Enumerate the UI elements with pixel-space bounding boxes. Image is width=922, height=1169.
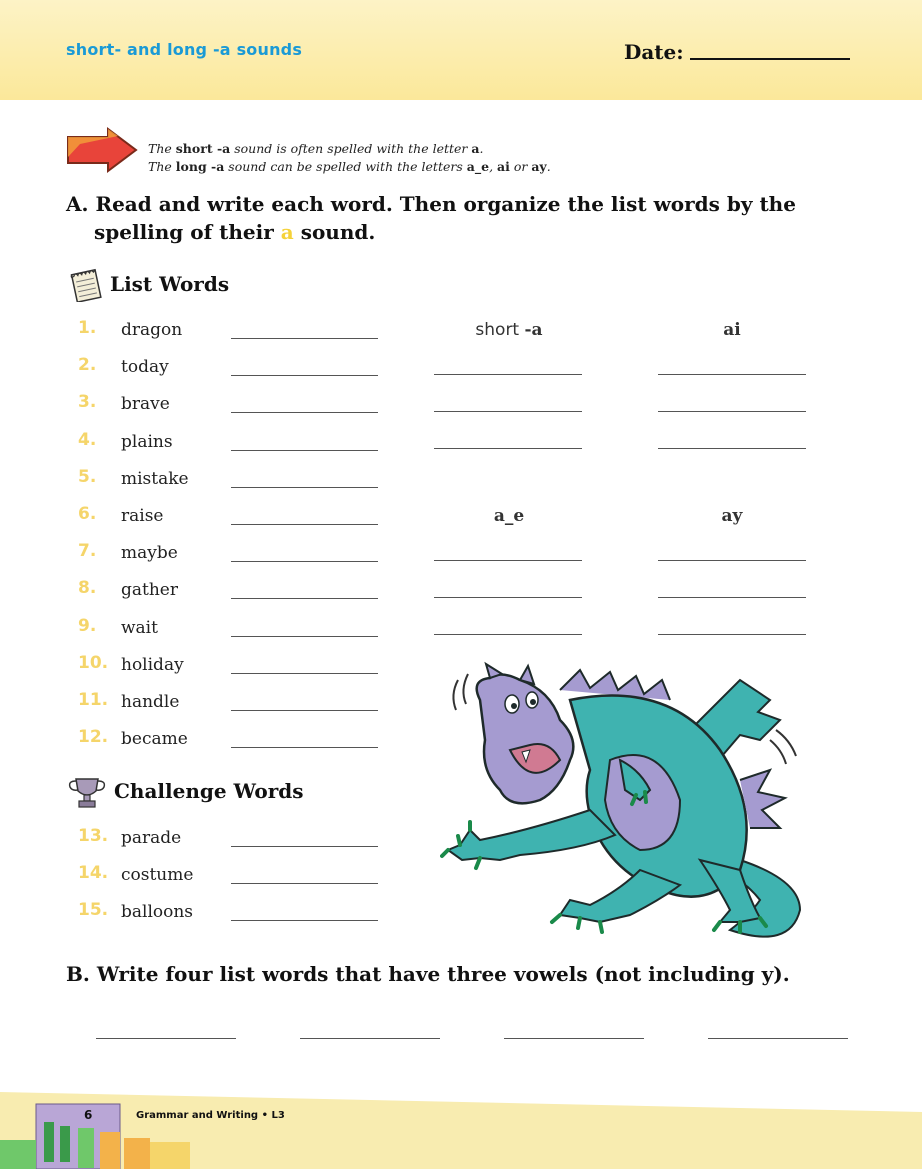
tip-text-part: . — [479, 141, 484, 156]
list-word: mistake — [121, 469, 189, 489]
sort-answer-line[interactable] — [434, 560, 582, 561]
word-write-line[interactable] — [231, 524, 378, 525]
challenge-word-number: 15. — [78, 900, 109, 920]
word-write-line[interactable] — [231, 487, 378, 488]
word-write-line[interactable] — [231, 338, 378, 339]
footer-text: Grammar and Writing • L3 — [136, 1110, 285, 1121]
word-write-line[interactable] — [231, 375, 378, 376]
page-number: 6 — [84, 1108, 93, 1122]
tip-text-part: . — [546, 159, 551, 174]
word-write-line[interactable] — [231, 747, 378, 748]
tip-line-2 — [148, 158, 551, 176]
sort-answer-line[interactable] — [434, 597, 582, 598]
dragon-illustration — [440, 660, 810, 950]
list-word-number: 9. — [78, 616, 97, 636]
word-write-line[interactable] — [231, 710, 378, 711]
list-word: dragon — [121, 320, 183, 340]
section-a-text: sound. — [293, 220, 376, 244]
section-a-line-2 — [66, 218, 826, 246]
tip-bold: ai — [497, 159, 510, 174]
list-word-number: 7. — [78, 541, 97, 561]
list-word: brave — [121, 394, 170, 414]
sort-answer-line[interactable] — [658, 560, 806, 561]
list-word: became — [121, 729, 188, 749]
list-word: raise — [121, 506, 164, 526]
tip-bold: ay — [531, 159, 547, 174]
tip-bold: a — [471, 141, 480, 156]
list-word-number: 10. — [78, 653, 109, 673]
section-b-instructions: B. Write four list words that have three vowels (not including y). — [66, 962, 790, 986]
column-ai-heading: ai — [723, 320, 741, 340]
trophy-icon — [66, 775, 108, 811]
challenge-word: costume — [121, 865, 194, 885]
arrow-icon — [66, 127, 138, 173]
column-heading-bold: -a — [524, 320, 543, 340]
list-word: today — [121, 357, 169, 377]
word-write-line[interactable] — [231, 561, 378, 562]
list-word: gather — [121, 580, 178, 600]
tip-text — [148, 140, 551, 176]
list-word-number: 1. — [78, 318, 97, 338]
challenge-word-number: 13. — [78, 826, 109, 846]
column-ay-heading: ay — [721, 506, 743, 526]
challenge-word: balloons — [121, 902, 194, 922]
word-write-line[interactable] — [231, 598, 378, 599]
answer-line-b-3[interactable] — [504, 1038, 644, 1039]
list-word: wait — [121, 618, 158, 638]
section-a-highlight: a — [280, 220, 294, 244]
list-word: holiday — [121, 655, 184, 675]
sort-answer-line[interactable] — [434, 448, 582, 449]
answer-line-b-2[interactable] — [300, 1038, 440, 1039]
tip-bold: long -a — [175, 159, 225, 174]
tip-text-part: , — [489, 159, 498, 174]
answer-line-b-4[interactable] — [708, 1038, 848, 1039]
challenge-word: parade — [121, 828, 182, 848]
sort-answer-line[interactable] — [434, 411, 582, 412]
notepad-icon — [66, 268, 106, 302]
list-word-number: 8. — [78, 578, 97, 598]
word-write-line[interactable] — [231, 412, 378, 413]
column-heading-text: short — [475, 320, 525, 340]
tip-bold: short -a — [175, 141, 231, 156]
sort-answer-line[interactable] — [658, 597, 806, 598]
section-a-text: spelling of their — [94, 220, 281, 244]
list-word-number: 3. — [78, 392, 97, 412]
date-label: Date: — [624, 40, 684, 64]
tip-bold: a_e — [466, 159, 490, 174]
word-write-line[interactable] — [231, 636, 378, 637]
tip-text-part: sound is often spelled with the letter — [230, 141, 472, 156]
tip-text-part: sound can be spelled with the letters — [224, 159, 467, 174]
section-a-line-1: A. Read and write each word. Then organize the list words by the — [66, 192, 796, 216]
column-a-e-heading: a_e — [493, 506, 525, 526]
list-word: handle — [121, 692, 180, 712]
sort-answer-line[interactable] — [434, 634, 582, 635]
word-write-line[interactable] — [231, 920, 378, 921]
word-write-line[interactable] — [231, 846, 378, 847]
sort-answer-line[interactable] — [658, 411, 806, 412]
challenge-words-heading: Challenge Words — [114, 779, 304, 803]
list-word-number: 5. — [78, 467, 97, 487]
answer-line-b-1[interactable] — [96, 1038, 236, 1039]
footer-decoration — [0, 1092, 922, 1169]
sort-answer-line[interactable] — [658, 374, 806, 375]
sort-answer-line[interactable] — [658, 634, 806, 635]
tip-text-part: or — [509, 159, 532, 174]
sort-answer-line[interactable] — [658, 448, 806, 449]
tip-line-1 — [148, 140, 551, 158]
word-write-line[interactable] — [231, 450, 378, 451]
list-word: plains — [121, 432, 173, 452]
list-word-number: 11. — [78, 690, 109, 710]
sort-answer-line[interactable] — [434, 374, 582, 375]
page-title: short- and long -a sounds — [66, 40, 303, 59]
list-words-heading: List Words — [110, 272, 230, 296]
section-a-instructions — [66, 190, 826, 246]
list-word-number: 12. — [78, 727, 109, 747]
word-write-line[interactable] — [231, 883, 378, 884]
list-word-number: 6. — [78, 504, 97, 524]
column-short-a-heading — [434, 320, 584, 340]
list-word: maybe — [121, 543, 178, 563]
date-field[interactable] — [690, 58, 850, 60]
list-word-number: 2. — [78, 355, 97, 375]
tip-text-part: The — [148, 141, 176, 156]
list-word-number: 4. — [78, 430, 97, 450]
challenge-word-number: 14. — [78, 863, 109, 883]
tip-text-part: The — [148, 159, 176, 174]
word-write-line[interactable] — [231, 673, 378, 674]
